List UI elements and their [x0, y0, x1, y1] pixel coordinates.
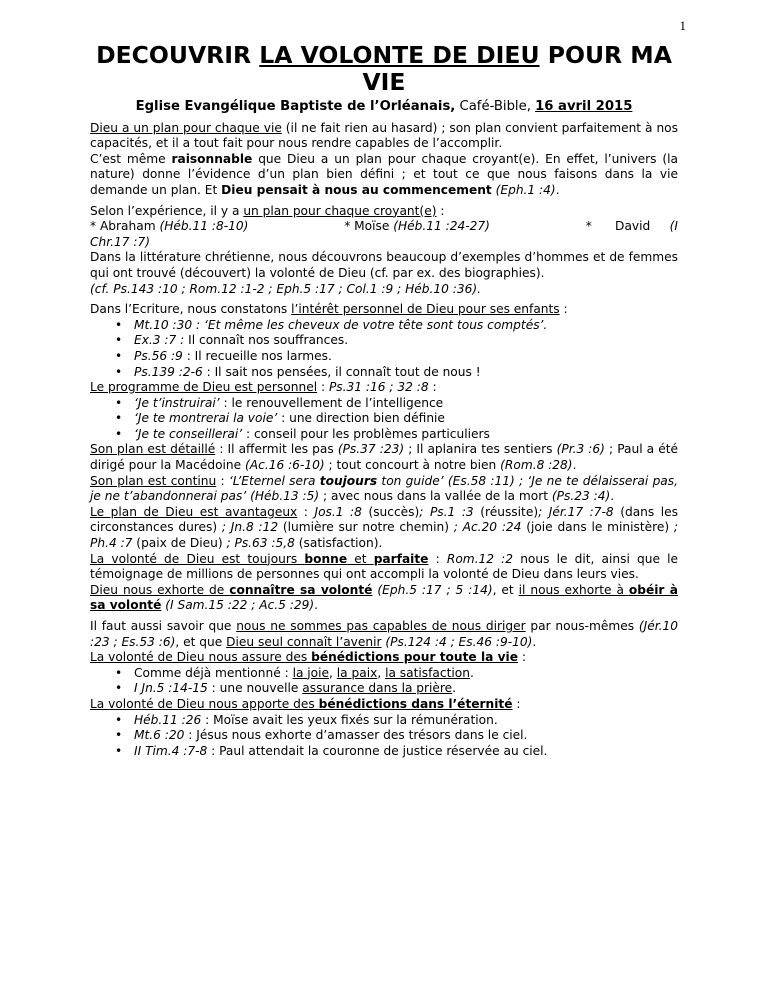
text: : le renouvellement de l’intelligence — [219, 395, 444, 410]
underlined-text: La volonté de Dieu nous assure des — [90, 650, 312, 665]
underlined-text: la satisfaction — [385, 665, 470, 680]
underlined-text: il nous exhorte à — [518, 582, 629, 597]
text: : Il sait nos pensées, il connaît tout de nous ! — [202, 364, 481, 379]
paragraph — [90, 474, 678, 505]
paragraph — [90, 121, 678, 152]
reference: II Tim.4 :7-8 — [134, 743, 208, 758]
underlined-text: La volonté de Dieu est toujours — [90, 551, 305, 566]
reference: (Ac.16 :6-10) — [245, 458, 325, 473]
text: * David — [585, 219, 670, 234]
list-item — [134, 396, 678, 412]
text: Selon l’expérience, il y a — [90, 203, 244, 218]
reference: Ps.139 :2-6 — [134, 364, 203, 379]
text: : — [517, 650, 526, 665]
quote: ‘Je t’instruirai’ — [134, 395, 220, 410]
reference: Ex.3 :7 : — [134, 333, 185, 348]
text: Il faut aussi savoir que — [90, 619, 237, 633]
paragraph — [90, 235, 678, 251]
underlined-text: La volonté de Dieu nous apporte des — [90, 696, 319, 711]
reference: (Ps.37 :23) — [337, 442, 405, 457]
reference: Rom.12 :2 — [446, 551, 514, 566]
reference: (cf. Ps.143 :10 ; Rom.12 :1-2 ; Eph.5 :17 ; Col.1 :9 ; Héb.10 :36). — [90, 281, 481, 296]
text: Dans l’Ecriture, nous constatons — [90, 302, 292, 317]
text: ; Paul a été dirigé pour la Macédoine — [90, 442, 678, 473]
paragraph: Dans la littérature chrétienne, nous découvrons beaucoup d’exemples d’hommes et de femmes qui ont trouvé (découvert) la volonté de Dieu (cf. par ex. des biographies). — [90, 250, 678, 280]
text: : une nouvelle — [207, 681, 303, 696]
text: ; Il aplanira tes sentiers — [404, 442, 557, 457]
underlined-text: Son plan est continu — [90, 473, 217, 488]
bullet-list — [90, 318, 678, 380]
paragraph — [90, 697, 678, 713]
page-title — [90, 42, 678, 96]
list-item — [134, 318, 678, 334]
text: . — [452, 681, 457, 696]
quote: ton guide’ (Es.58 :11) ; ‘Je ne te délaisserai pas, je ne t’abandonnerai pas’ (Héb.13 :5) — [90, 473, 678, 504]
reference: (Héb.11 :8-10) — [159, 219, 249, 234]
text: * Abraham — [90, 219, 160, 234]
text: Comme déjà mentionné : — [134, 665, 293, 680]
underlined-text: Dieu nous exhorte de — [90, 582, 230, 597]
list-item — [134, 333, 678, 349]
text: : Il affermit les pas — [215, 442, 338, 457]
underlined-text: l’intérêt personnel de Dieu pour ses enfants — [291, 302, 560, 317]
reference: (Eph.5 :17 ; 5 :14) — [377, 582, 493, 597]
text: : — [317, 380, 329, 395]
underlined-text: nous ne sommes pas capables de nous diriger — [236, 619, 526, 633]
reference: Mt.10 :30 : ‘Et même les cheveux de votre tête sont tous comptés’. — [134, 317, 548, 332]
paragraph — [90, 302, 678, 318]
title-part: POUR MA VIE — [362, 41, 672, 96]
text: (dans les circonstances dures) — [90, 504, 679, 535]
bold-text: Dieu pensait à nous au commencement — [221, 182, 492, 197]
text: , et que — [175, 634, 227, 649]
list-item — [134, 427, 678, 443]
bold-italic-text: toujours — [319, 473, 378, 488]
page-number: 1 — [679, 18, 686, 33]
example-david — [586, 219, 678, 235]
list-item — [134, 744, 678, 760]
underlined-text: la paix — [336, 665, 378, 680]
reference: ; Jn.8 :12 — [217, 520, 279, 535]
text: : — [559, 302, 568, 317]
paragraph — [90, 282, 678, 298]
reference: (Rom.8 :28) — [500, 458, 573, 473]
text: Il connaît nos souffrances. — [184, 333, 349, 348]
title-underlined: LA VOLONTE DE DIEU — [259, 41, 540, 69]
text: * Moïse — [344, 219, 394, 234]
bold-underlined-text: bonne — [304, 551, 348, 566]
reference: (Pr.3 :6) — [556, 442, 605, 457]
example-abraham — [90, 219, 248, 235]
subtitle — [90, 99, 678, 115]
bold-underlined-text: connaître sa volonté — [229, 582, 373, 597]
event-date: 16 avril 2015 — [535, 99, 633, 114]
text: (lumière sur notre chemin) — [278, 520, 449, 535]
text: . — [314, 598, 319, 613]
text: (paix de Dieu) — [132, 536, 223, 551]
text: que Dieu a un plan pour chaque croyant(e). En effet, l’univers (la nature) donne l’évidence d’un plan bien défini ; et tout ce que nous faisons dans la vie demande un plan. Et — [90, 151, 679, 197]
text: ; tout concourt à notre bien — [324, 458, 501, 473]
list-item — [134, 411, 678, 427]
text: : une direction bien définie — [277, 411, 445, 426]
paragraph — [90, 204, 678, 220]
document-body — [90, 42, 678, 759]
paragraph — [90, 552, 678, 583]
paragraph — [90, 380, 678, 396]
text: : conseil pour les problèmes particuliers — [242, 426, 490, 441]
text: : Paul attendait la couronne de justice réservée au ciel. — [207, 743, 548, 758]
reference: Ps.31 :16 ; 32 :8 — [328, 380, 429, 395]
bold-underlined-text: parfaite — [373, 551, 429, 566]
text: , — [377, 665, 386, 680]
church-name: Eglise Evangélique Baptiste de l’Orléanais, — [135, 99, 456, 114]
bold-underlined-text: obéir à sa volonté — [90, 582, 678, 613]
text: : — [512, 696, 521, 711]
list-item — [134, 365, 678, 381]
bullet-list — [90, 713, 678, 760]
text: (satisfaction). — [294, 536, 383, 551]
text: : — [297, 504, 315, 519]
text: : — [428, 380, 437, 395]
underlined-text: un plan pour chaque croyant(e) — [243, 203, 437, 218]
text: ; avec nous dans la vallée de la mort — [319, 489, 552, 504]
text: : — [436, 203, 445, 218]
reference: (I Sam.15 :22 ; Ac.5 :29) — [165, 598, 315, 613]
underlined-text: la joie — [292, 665, 330, 680]
text: : Il recueille nos larmes. — [182, 348, 332, 363]
underlined-text: et — [347, 551, 374, 566]
text: : — [428, 551, 447, 566]
underlined-text: Le plan de Dieu est avantageux — [90, 504, 298, 519]
underlined-text: Le programme de Dieu est personnel — [90, 380, 318, 395]
example-moise — [344, 219, 490, 235]
reference: ; Ps.63 :5,8 — [222, 536, 295, 551]
reference: (Ps.23 :4) — [551, 489, 611, 504]
text: , — [329, 665, 337, 680]
underlined-text: Dieu seul connaît l’avenir — [226, 634, 382, 649]
text: . — [572, 458, 577, 473]
text: . — [469, 665, 474, 680]
paragraph — [90, 505, 678, 552]
reference: (Héb.11 :24-27) — [393, 219, 490, 234]
reference: Ps.56 :9 — [134, 348, 183, 363]
list-item — [134, 681, 678, 697]
text: nous le dit, ainsi que le témoignage de millions de personnes qui ont accompli la volonté de Dieu dans leurs vies. — [90, 551, 678, 582]
list-item — [134, 349, 678, 365]
reference: (Jér.10 :23 ; Es.53 :6) — [90, 619, 678, 649]
quote: ‘L’Eternel sera — [228, 473, 320, 488]
reference: Mt.6 :20 — [134, 728, 185, 743]
text: : Jésus nous exhorte d’amasser des trésors dans le ciel. — [184, 728, 528, 743]
reference: (Ps.124 :4 ; Es.46 :9-10) — [385, 634, 533, 649]
title-part: DECOUVRIR — [96, 41, 260, 69]
quote: ‘Je te conseillerai’ — [134, 426, 243, 441]
bullet-list — [90, 396, 678, 443]
text: . — [532, 634, 537, 649]
reference: ; Ps.1 :3 — [419, 504, 474, 519]
text: (succès) — [361, 504, 420, 519]
text: C’est même — [90, 151, 172, 166]
underlined-text: Son plan est détaillé — [90, 442, 216, 457]
text: (joie dans le ministère) — [521, 520, 670, 535]
paragraph — [90, 583, 678, 614]
text: , et — [492, 582, 519, 597]
paragraph — [90, 650, 678, 666]
underlined-text: Dieu a un plan pour chaque vie — [90, 120, 282, 135]
bold-underlined-text: bénédictions dans l’éternité — [318, 696, 513, 711]
reference: (I — [669, 219, 678, 234]
bullet-list — [90, 666, 678, 697]
text: (il ne fait rien au hasard) ; son plan convient parfaitement à nos capacités, et il a tout fait pour nous rendre capables de l’accomplir. — [90, 120, 678, 151]
text: (réussite) — [473, 504, 539, 519]
text: par nous-mêmes — [525, 619, 639, 633]
list-item — [134, 666, 678, 682]
quote: ‘Je te montrerai la voie’ — [134, 411, 278, 426]
text: . — [555, 182, 560, 197]
reference: ; Ph.4 :7 — [90, 520, 679, 551]
reference: Héb.11 :26 — [134, 712, 202, 727]
text: : — [216, 473, 229, 488]
paragraph — [90, 442, 678, 473]
reference: (Eph.1 :4) — [491, 182, 556, 197]
reference: ; Jér.17 :7-8 — [538, 504, 614, 519]
reference: Jos.1 :8 — [314, 504, 362, 519]
text: . — [610, 489, 615, 504]
bold-underlined-text: bénédictions pour toute la vie — [311, 650, 518, 665]
underlined-text: assurance dans la prière — [302, 681, 453, 696]
list-item — [134, 713, 678, 729]
examples-line — [90, 219, 678, 235]
reference: Chr.17 :7) — [90, 234, 150, 249]
list-item — [134, 728, 678, 744]
text: : Moïse avait les yeux fixés sur la rémunération. — [201, 712, 498, 727]
paragraph — [90, 152, 678, 199]
reference: I Jn.5 :14-15 — [134, 681, 208, 696]
reference: ; Ac.20 :24 — [449, 520, 522, 535]
event-name: Café-Bible, — [455, 99, 536, 114]
paragraph — [90, 619, 678, 650]
bold-text: raisonnable — [171, 151, 253, 166]
